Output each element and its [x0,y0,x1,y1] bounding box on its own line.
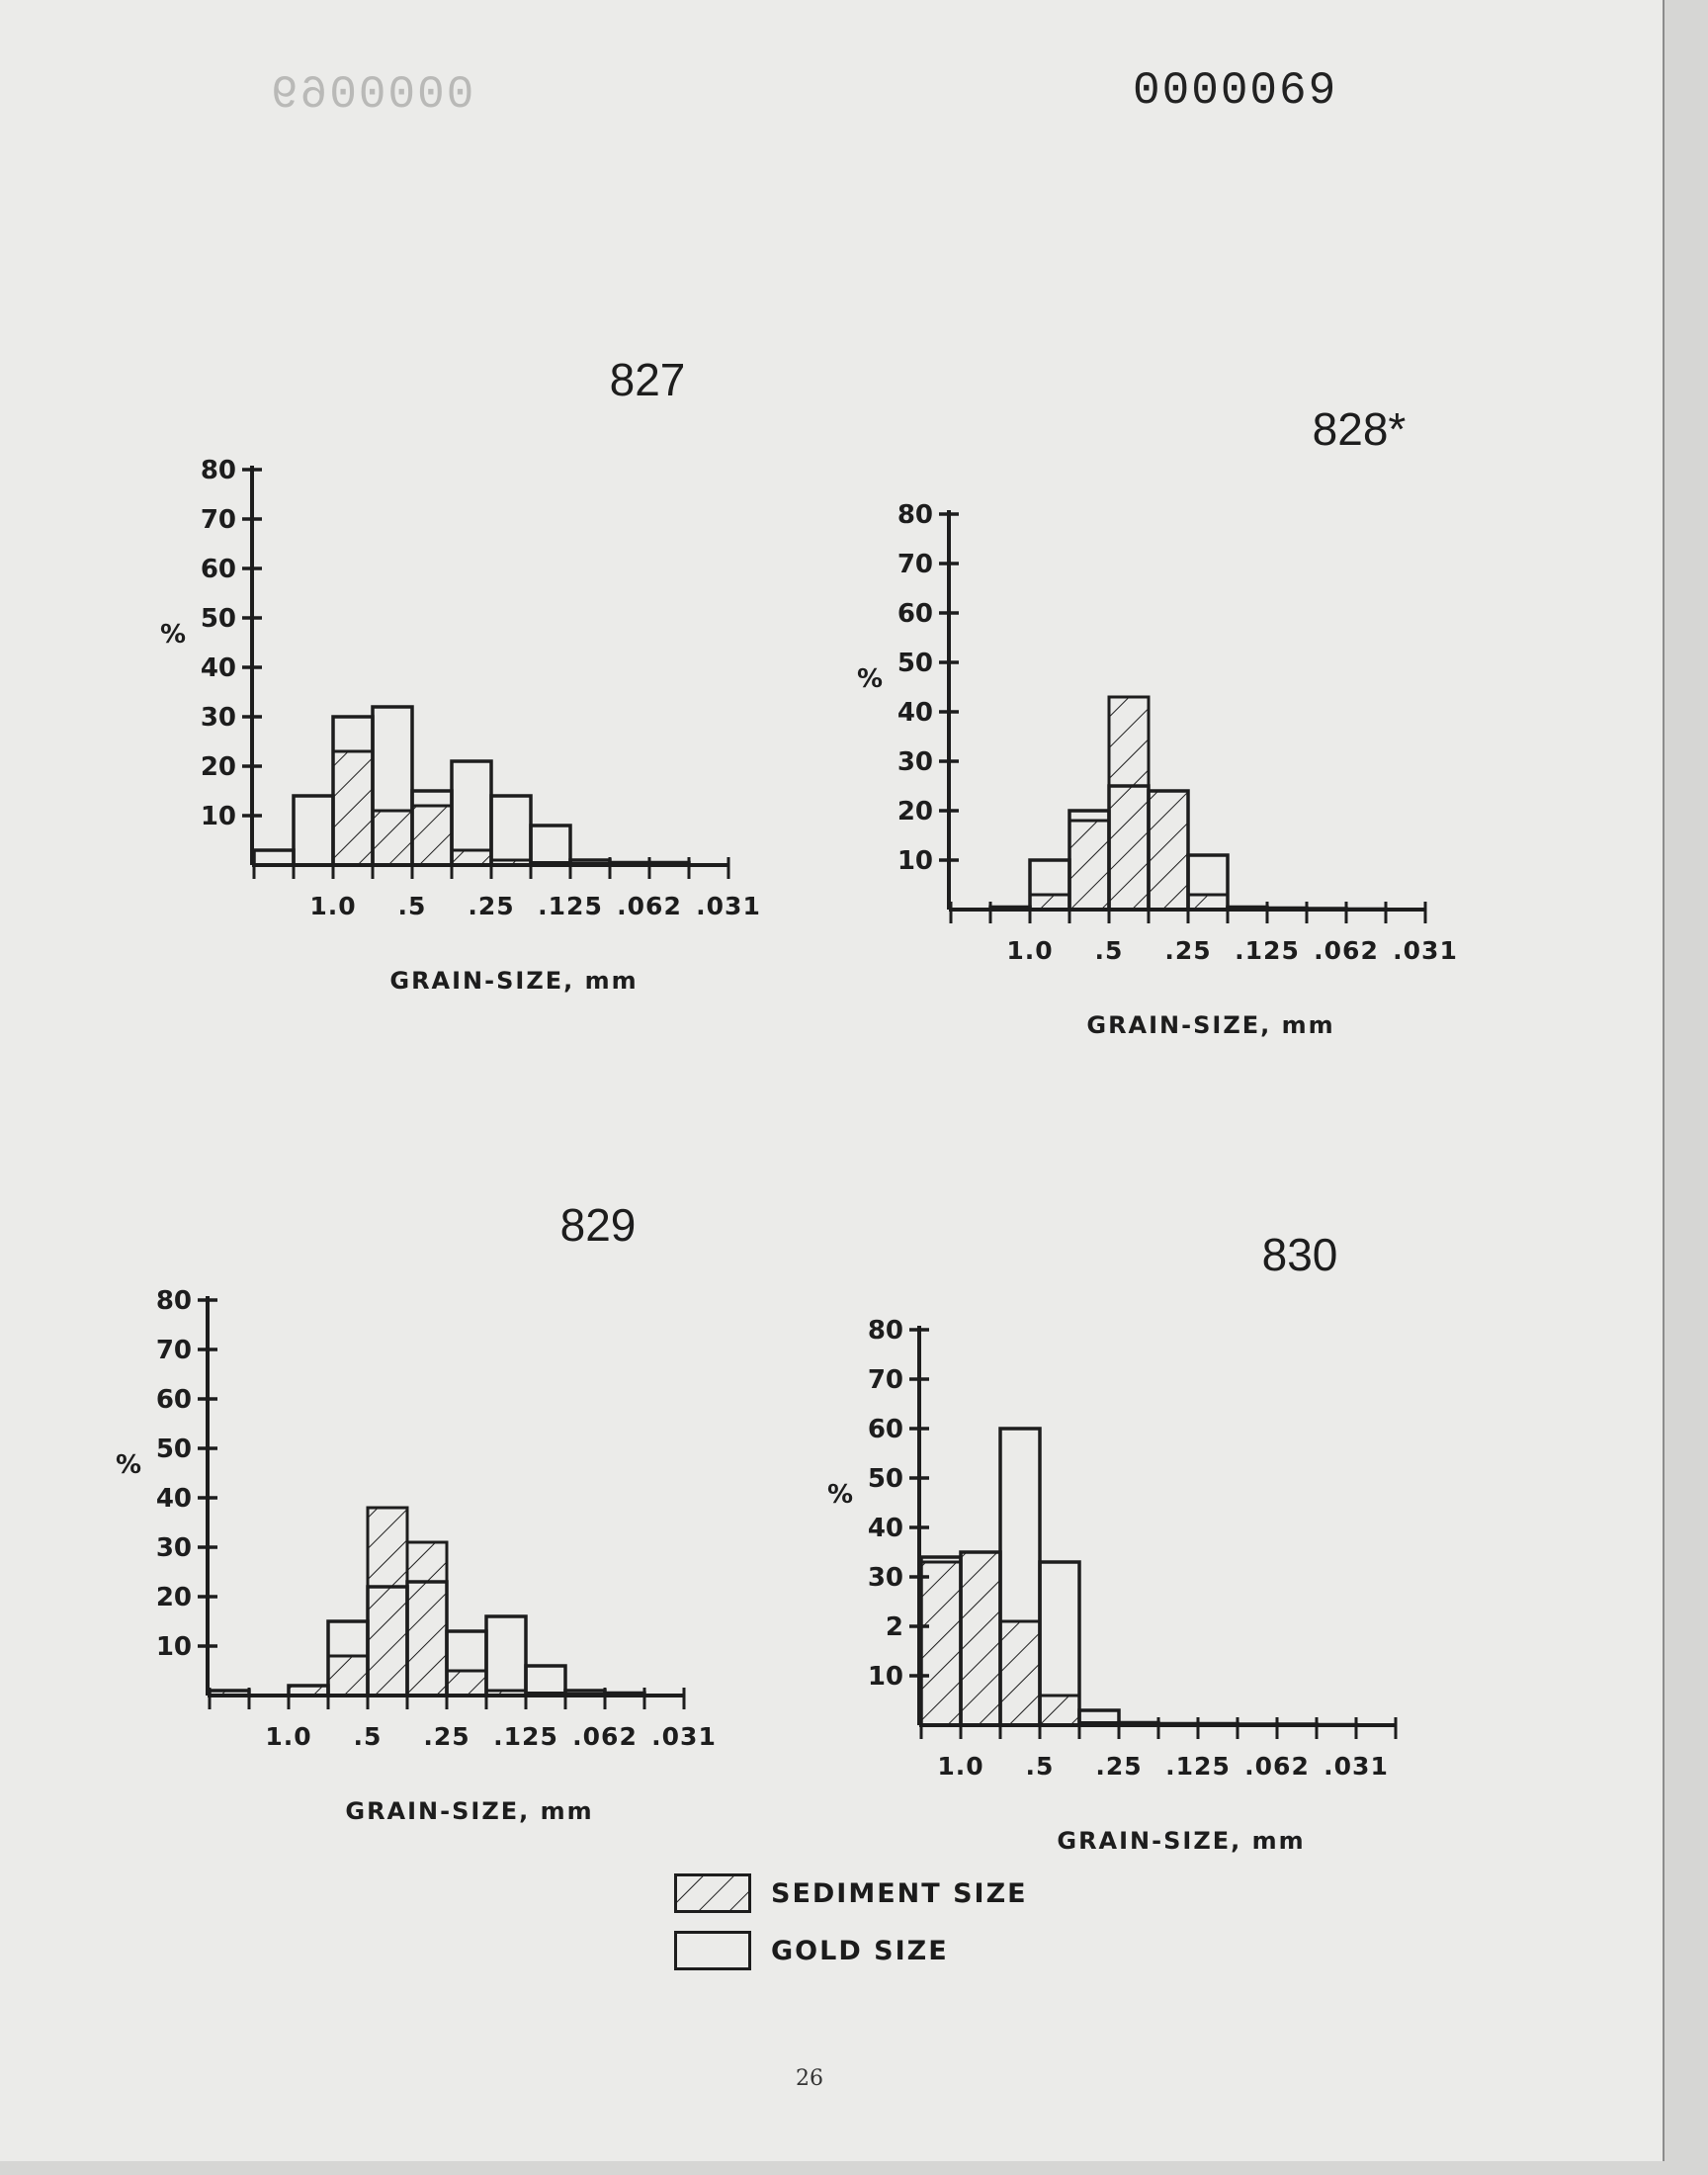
x-tick-label: .031 [1324,1752,1389,1781]
document-number: 0000069 [1133,65,1338,117]
x-tick-label: .125 [538,892,603,920]
chart-title: 829 [559,1199,637,1251]
y-tick-label: 80 [897,500,933,530]
y-tick-label: 50 [155,1435,192,1464]
x-tick-label: .125 [1235,936,1300,965]
gold-bar [254,850,294,865]
y-tick-label: 30 [897,747,933,777]
legend-label-sediment: SEDIMENT SIZE [771,1877,1028,1909]
y-tick-label: 80 [200,456,236,485]
chart-title: 830 [1261,1229,1338,1280]
sediment-bar [407,1542,447,1696]
y-tick-label: 30 [200,703,236,733]
y-tick-label: 20 [155,1583,192,1612]
y-axis-label: % [115,1450,142,1480]
y-tick-label: 40 [897,698,933,728]
x-tick-label: .125 [493,1722,558,1751]
y-tick-label: 30 [867,1563,903,1593]
gold-bar [531,826,570,865]
y-tick-label: 10 [897,846,933,876]
y-tick-label: 40 [867,1514,903,1543]
sediment-bar [447,1671,486,1696]
chart-legend [674,1871,1089,1990]
y-tick-label: 80 [155,1286,192,1316]
sediment-bar [1069,821,1109,910]
chart-title: 827 [609,354,686,405]
y-tick-label: 60 [897,599,933,629]
y-tick-label: 60 [155,1385,192,1415]
sediment-bar [328,1656,368,1696]
y-tick-label: 50 [200,604,236,634]
x-axis-label: GRAIN-SIZE, mm [1086,1011,1335,1039]
x-axis-label: GRAIN-SIZE, mm [345,1797,594,1825]
sediment-bar [1188,895,1228,910]
y-tick-label: 20 [897,797,933,826]
x-tick-label: .5 [397,892,427,920]
legend-label-gold: GOLD SIZE [771,1935,949,1966]
y-tick-label: 30 [155,1533,192,1563]
x-tick-label: .25 [1164,936,1212,965]
page-number: 26 [796,2066,823,2091]
sediment-bar [921,1562,961,1725]
chart-title: 828* [1312,403,1407,455]
x-tick-label: .5 [1094,936,1124,965]
y-tick-label: 50 [867,1464,903,1494]
x-axis-label: GRAIN-SIZE, mm [1057,1827,1306,1855]
y-tick-label: 70 [155,1336,192,1365]
y-tick-label: 10 [200,802,236,831]
gold-bar [491,796,531,865]
y-tick-label: 40 [200,653,236,683]
x-tick-label: .25 [423,1722,470,1751]
sediment-bar [368,1508,407,1696]
gold-bar [294,796,333,865]
x-tick-label: .5 [1025,1752,1055,1781]
y-tick-label: 40 [155,1484,192,1514]
y-tick-label: 20 [200,752,236,782]
y-tick-label: 10 [867,1662,903,1692]
histogram-828 [840,247,1458,1039]
sediment-bar [373,811,412,865]
document-number-bleedthrough: 0000069 [269,69,474,121]
y-axis-label: % [826,1480,854,1510]
sediment-bar [1149,791,1188,910]
y-tick-label: 60 [867,1415,903,1444]
x-tick-label: .031 [696,892,761,920]
x-tick-label: .031 [651,1722,717,1751]
x-tick-label: .062 [1314,936,1379,965]
y-axis-label: % [159,620,187,650]
x-tick-label: 1.0 [309,892,357,920]
gold-bar [526,1666,565,1696]
sediment-bar [1040,1696,1079,1725]
x-tick-label: .031 [1393,936,1458,965]
y-tick-label: 70 [867,1365,903,1395]
y-axis-label: % [856,664,884,694]
y-tick-label: 2 [885,1612,903,1642]
x-tick-label: .25 [468,892,515,920]
x-tick-label: .125 [1165,1752,1231,1781]
sediment-bar [452,850,491,865]
legend-item-gold [674,1929,949,1972]
histogram-829 [99,1048,717,1839]
open-swatch [674,1931,751,1970]
x-tick-label: .062 [572,1722,638,1751]
sediment-bar [1030,895,1069,910]
x-tick-label: .25 [1095,1752,1143,1781]
x-tick-label: 1.0 [1006,936,1054,965]
sediment-bar [412,806,452,865]
y-tick-label: 10 [155,1632,192,1662]
y-tick-label: 60 [200,555,236,584]
sediment-bar [1109,697,1149,910]
y-tick-label: 70 [897,550,933,579]
hatched-swatch [674,1873,751,1913]
x-tick-label: .062 [617,892,682,920]
histogram-827 [148,213,761,1003]
x-axis-label: GRAIN-SIZE, mm [389,967,639,995]
gold-bar [486,1616,526,1696]
histogram-830 [820,1083,1413,1873]
sediment-bar [961,1552,1000,1725]
legend-item-sediment [674,1871,1028,1915]
sediment-bar [1000,1621,1040,1725]
x-tick-label: 1.0 [265,1722,312,1751]
y-tick-label: 70 [200,505,236,535]
x-tick-label: .5 [353,1722,383,1751]
sediment-bar [333,751,373,865]
y-tick-label: 50 [897,649,933,678]
y-tick-label: 80 [867,1316,903,1346]
x-tick-label: 1.0 [937,1752,984,1781]
x-tick-label: .062 [1244,1752,1310,1781]
